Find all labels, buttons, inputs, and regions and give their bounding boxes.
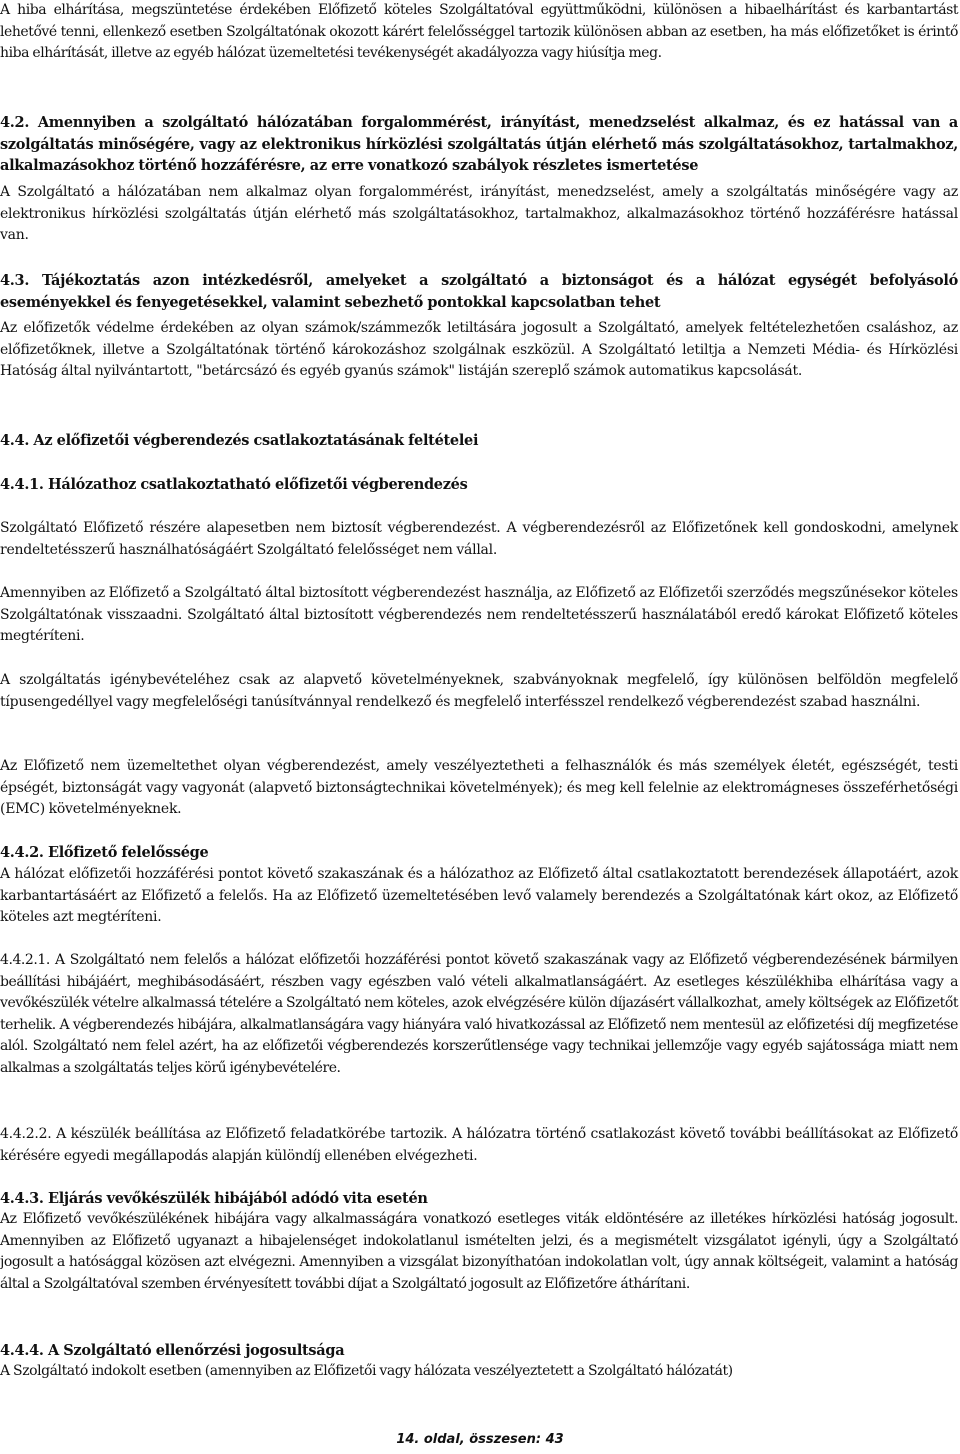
paragraph-4-4-4: A Szolgáltató indokolt esetben (amennyiben az Előfizetői vagy hálózata veszélyeztetett a Szolgáltató hálózatát) [0,1363,733,1379]
heading-4-4-2: 4.4.2. Előfizető felelőssége [0,844,209,861]
heading-4-4-4: 4.4.4. A Szolgáltató ellenőrzési jogosultsága [0,1342,345,1359]
heading-4-4-1: 4.4.1. Hálózathoz csatlakoztatható előfizetői végberendezés [0,476,468,493]
paragraph-4-4-2-1: 4.4.2.1. A Szolgáltató nem felelős a hálózat előfizetői hozzáférési pontot követő szakaszának vagy az Előfizető végberendezésének bármilyen beállítási hibájáért, meghibásodásáért, részben vagy egészben való vételi alkalmatlanságáért. Az esetleges készülékhiba elhárítása vagy a vevőkészülék vételre alkalmassá tételére a Szolgáltató nem köteles, azok elvégzésére külön díjazásért vállalkozhat, amely költségek az Előfizetőt terhelik. A végberendezés hibájára, alkalmatlanságára vagy hiányára való hivatkozással az Előfizető nem mentesül az előfizetési díj megfizetése alól. Szolgáltató nem felel azért, ha az előfizetői végberendezés korszerűtlensége vagy technikai jellemzője vagy egyéb sajátossága miatt nem alkalmas a szolgáltatás teljes körű igénybevételére. [0,952,958,1076]
paragraph-4-4-2-2: 4.4.2.2. A készülék beállítása az Előfizető feladatkörébe tartozik. A hálózatra történő csatlakozást követő további beállításokat az Előfizető kérésére egyedi megállapodás alapján különdíj ellenében elvégezheti. [0,1126,958,1164]
heading-4-3: 4.3. Tájékoztatás azon intézkedésről, amelyeket a szolgáltató a biztonságot és a hálózat egységét befolyásoló eseményekkel és fenyegetésekkel, valamint sebezhető pontokkal kapcsolatban tehet [0,272,958,311]
paragraph-4-4-1-d: Az Előfizető nem üzemeltethet olyan végberendezést, amely veszélyeztetheti a felhasználók és más személyek életét, egészségét, testi épségét, biztonságát vagy vagyonát (alapvető biztonságtechnikai követelmények); és meg kell felelnie az elektromágneses összeférhetőségi (EMC) követelményeknek. [0,758,958,817]
paragraph-4-3: Az előfizetők védelme érdekében az olyan számok/számmezők letiltására jogosult a Szolgáltató, amelyek feltételezhetően csaláshoz, az előfizetőknek, illetve a Szolgáltatónak történő károkozáshoz szolgálnak eszközül. A Szolgáltató letiltja a Nemzeti Média- és Hírközlési Hatóság által nyilvántartott, "betárcsázó és egyéb gyanús számok" listáján szereplő számok automatikus kapcsolását. [0,320,958,379]
page-number-footer: 14. oldal, összesen: 43 [396,1432,564,1447]
paragraph-4-4-2: A hálózat előfizetői hozzáférési pontot követő szakaszának és a hálózathoz az Előfizető által csatlakoztatott berendezések állapotáért, azok karbantartásáért az Előfizető a felelős. Ha az Előfizető üzemeltetésében levő valamely berendezés a Szolgáltatónak kárt okoz, az Előfizető köteles azt megtéríteni. [0,866,958,925]
paragraph-4-4-1-c: A szolgáltatás igénybevételéhez csak az alapvető követelményeknek, szabványoknak megfelelő, így különösen belföldön megfelelő típusengedéllyel vagy megfelelőségi tanúsítvánnyal rendelkező és megfelelő interfésszel rendelkező végberendezést szabad használni. [0,672,958,710]
paragraph-4-2: A Szolgáltató a hálózatában nem alkalmaz olyan forgalommérést, irányítást, menedzselést, amely a szolgáltatás minőségére vagy az elektronikus hírközlési szolgáltatás útján elérhető más szolgáltatásokhoz, tartalmakhoz, alkalmazásokhoz történő hozzáférésre hatással van. [0,184,958,243]
heading-4-4-3: 4.4.3. Eljárás vevőkészülék hibájából adódó vita esetén [0,1190,428,1207]
paragraph-4-4-1-a: Szolgáltató Előfizető részére alapesetben nem biztosít végberendezést. A végberendezésről az Előfizetőnek kell gondoskodni, amelynek rendeltetésszerű használhatóságáért Szolgáltató felelősséget nem vállal. [0,520,958,558]
paragraph-4-4-1-b: Amennyiben az Előfizető a Szolgáltató által biztosított végberendezést használja, az Előfizető az Előfizetői szerződés megszűnésekor köteles Szolgáltatónak visszaadni. Szolgáltató által biztosított végberendezés nem rendeltetésszerű használatából eredő károkat Előfizető köteles megtéríteni. [0,585,958,644]
paragraph-intro: A hiba elhárítása, megszüntetése érdekében Előfizető köteles Szolgáltatóval együttműködni, különösen a hibaelhárítást és karbantartást lehetővé tenni, ellenkező esetben Szolgáltatónak okozott kárért felelősséggel tartozik különösen abban az esetben, ha más előfizetőket is érintő hiba elhárítását, illetve az egyéb hálózat üzemeltetési tevékenységét akadályozza vagy hiúsítja meg. [0,2,958,61]
heading-4-4: 4.4. Az előfizetői végberendezés csatlakoztatásának feltételei [0,432,479,449]
paragraph-4-4-3: Az Előfizető vevőkészülékének hibájára vagy alkalmasságára vonatkozó esetleges viták eldöntésére az illetékes hírközlési hatóság jogosult. Amennyiben az Előfizető ugyanazt a hibajelenséget indokolatlanul ismételten jelzi, és a megismételt vizsgálatot igényli, úgy a Szolgáltató jogosult a hatósággal közösen azt elvégezni. Amennyiben a vizsgálat bizonyíthatóan indokolatlan volt, úgy annak költségeit, valamint a hatóság által a Szolgáltatóval szemben érvényesített további díjat a Szolgáltató jogosult az Előfizetőre áthárítani. [0,1211,958,1292]
heading-4-2: 4.2. Amennyiben a szolgáltató hálózatában forgalommérést, irányítást, menedzselést alkalmaz, és ez hatással van a szolgáltatás minőségére, vagy az elektronikus hírközlési szolgáltatás útján elérhető más szolgáltatásokhoz, tartalmakhoz, alkalmazásokhoz történő hozzáférésre, az erre vonatkozó szabályok részletes ismertetése [0,114,958,174]
